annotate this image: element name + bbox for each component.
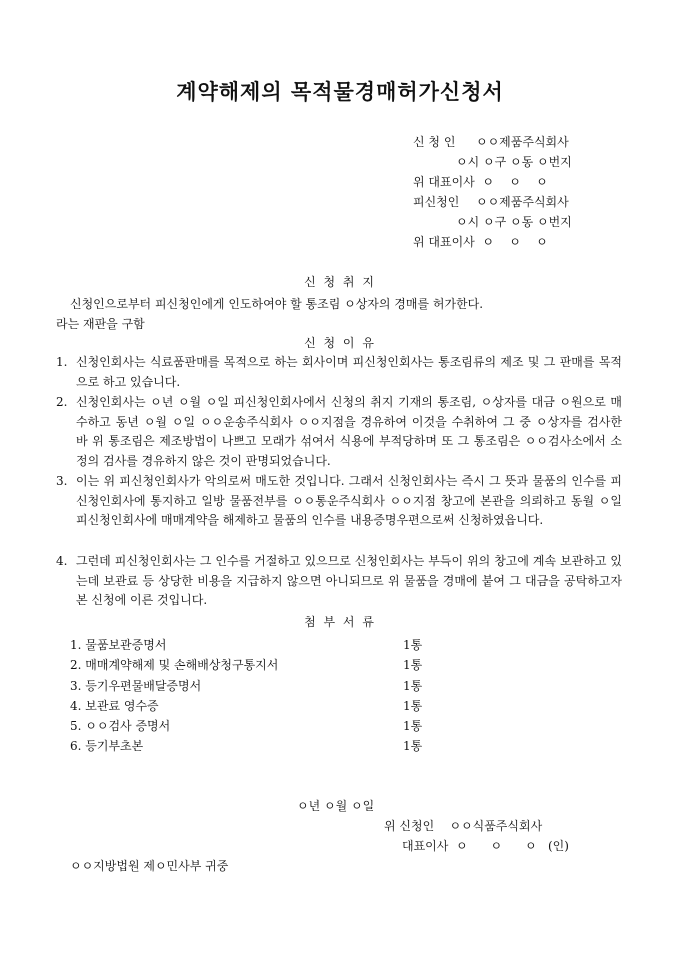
closing-applicant: 위 신청인 ㅇㅇ식품주식회사	[384, 819, 543, 833]
attachment-count: 1통	[403, 679, 423, 693]
purpose-heading: 신 청 취 지	[304, 275, 376, 289]
reason-text: 신청인회사는 식료품판매를 목적으로 하는 회사이며 피신청인회사는 통조림류의 제조 및 그 판매를 목적으로 하고 있습니다.	[76, 355, 622, 389]
attachment-count: 1통	[403, 658, 423, 672]
attachment-item: 2. 매매계약해제 및 손해배상청구통지서	[70, 658, 279, 672]
respondent-label: 피신청인	[413, 195, 460, 209]
attachment-item: 1. 물품보관증명서	[70, 638, 167, 652]
attachment-count: 1통	[403, 719, 423, 733]
attachment-count: 1통	[403, 739, 423, 753]
attachment-item: 5. ㅇㅇ검사 증명서	[70, 719, 171, 733]
reason-text: 그런데 피신청인회사는 그 인수를 거절하고 있으므로 신청인회사는 부득이 위의 창고에 계속 보관하고 있는데 보관료 등 상당한 비용을 지급하지 않으면 아니되므로 위 물품을 경매에 붙여 그 대금을 공탁하고자 본 신청에 이른 것입니다.	[76, 554, 622, 607]
document-title: 계약해제의 목적물경매허가신청서	[176, 79, 504, 104]
attachment-item: 4. 보관료 영수증	[70, 699, 159, 713]
closing-date: ㅇ년 ㅇ월 ㅇ일	[297, 799, 375, 813]
attachment-item: 6. 등기부초본	[70, 739, 144, 753]
applicant-representative: 위 대표이사 ㅇ ㅇ ㅇ	[413, 175, 548, 189]
applicant-label: 신 청 인	[413, 135, 456, 149]
respondent-address: ㅇ시 ㅇ구 ㅇ동 ㅇ번지	[456, 215, 572, 229]
reason-number: 1.	[56, 355, 68, 369]
reason-text: 신청인회사는 ㅇ년 ㅇ월 ㅇ일 피신청인회사에서 신청의 취지 기재의 통조림, ㅇ상자를 대금 ㅇ원으로 매수하고 동년 ㅇ월 ㅇ일 ㅇㅇ운송주식회사 ㅇㅇ지점을 경유하여 이것을 수취하여 그 중 ㅇ상자를 검사한 바 위 통조림은 제조방법이 나쁘고 모래가 섞여서 식용에 부적당하며 또 그 통조림은 ㅇㅇ검사소에서 소정의 검사를 경유하지 않은 것이 판명되었습니다.	[76, 395, 622, 468]
closing-representative: 대표이사 ㅇ ㅇ ㅇ (인)	[402, 839, 569, 853]
purpose-line-2: 라는 재판을 구함	[56, 317, 145, 331]
purpose-line-1: 신청인으로부터 피신청인에게 인도하여야 할 통조림 ㅇ상자의 경매를 허가한다.	[70, 297, 484, 311]
reason-number: 3.	[56, 474, 68, 488]
attachment-item: 3. 등기우편물배달증명서	[70, 679, 202, 693]
respondent-representative: 위 대표이사 ㅇ ㅇ ㅇ	[413, 235, 548, 249]
reasons-heading: 신 청 이 유	[304, 336, 376, 350]
reason-number: 2.	[56, 395, 68, 409]
reason-text: 이는 위 피신청인회사가 악의로써 매도한 것입니다. 그래서 신청인회사는 즉시 그 뜻과 물품의 인수를 피신청인회사에 통지하고 일방 물품전부를 ㅇㅇ통운주식회사 ㅇㅇ지점 창고에 본관을 의뢰하고 동월 ㅇ일 피신청인회사에 매매계약을 해제하고 물품의 인수를 내용증명우편으로써 신청하였읍니다.	[76, 474, 622, 527]
attachments-heading: 첨 부 서 류	[304, 615, 376, 629]
attachment-count: 1통	[403, 638, 423, 652]
reason-number: 4.	[56, 554, 68, 568]
applicant-address: ㅇ시 ㅇ구 ㅇ동 ㅇ번지	[456, 155, 572, 169]
attachment-count: 1통	[403, 699, 423, 713]
applicant-name: ㅇㅇ제품주식회사	[476, 135, 569, 149]
respondent-name: ㅇㅇ제품주식회사	[476, 195, 569, 209]
court-addressee: ㅇㅇ지방법원 제ㅇ민사부 귀중	[70, 859, 229, 873]
